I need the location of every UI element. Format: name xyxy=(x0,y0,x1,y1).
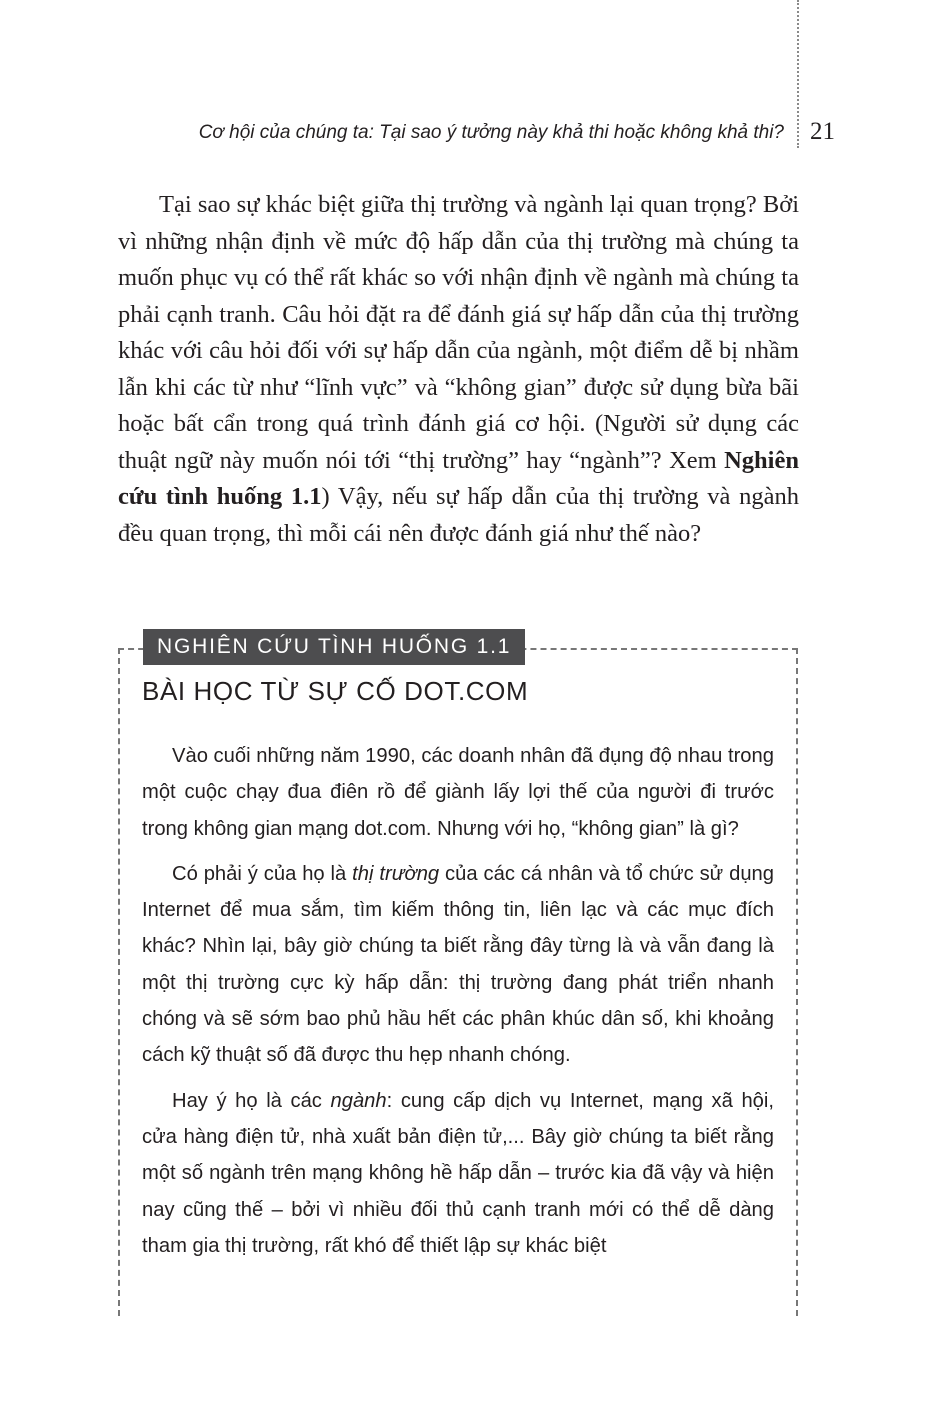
case-paragraph-3 xyxy=(142,1083,774,1264)
body-text-part1: Tại sao sự khác biệt giữa thị trường và ngành lại quan trọng? Bởi vì những nhận định về mức độ hấp dẫn của thị trường mà chúng ta muốn phục vụ có thể rất khác so với nhận định về ngành mà chúng ta phải cạnh tranh. Câu hỏi đặt ra để đánh giá sự hấp dẫn của thị trường khác với câu hỏi đối với sự hấp dẫn của ngành, một điểm dễ bị nhầm lẫn khi các từ như “lĩnh vực” và “không gian” được sử dụng bừa bãi hoặc bất cẩn trong quá trình đánh giá cơ hội. (Người sử dụng các thuật ngữ này muốn nói tới “thị trường” hay “ngành”? Xem xyxy=(118,191,799,474)
running-header-title: Cơ hội của chúng ta: Tại sao ý tưởng này khả thi hoặc không khả thi? xyxy=(198,122,784,143)
case-p2-part2: của các cá nhân và tổ chức sử dụng Internet để mua sắm, tìm kiếm thông tin, liên lạc và các mục đích khác? Nhìn lại, bây giờ chúng ta biết rằng đây từng là và vẫn đang là một thị trường cực kỳ hấp dẫn: thị trường đang phát triển nhanh chóng và sẽ sớm bao phủ hầu hết các phân khúc dân số, khi khoảng cách kỹ thuật số đã được thu hẹp nhanh chóng. xyxy=(142,862,774,1067)
case-study-reference: Nghiên cứu tình huống 1.1 xyxy=(118,446,799,510)
case-p2-emphasis: thị trường xyxy=(352,862,440,885)
page-number: 21 xyxy=(810,118,835,145)
header-dotted-rule xyxy=(797,0,799,148)
body-text-part2: ) Vậy, nếu sự hấp dẫn của thị trường và ngành đều quan trọng, thì mỗi cái nên được đánh giá như thế nào? xyxy=(118,483,799,547)
case-p2-part1: Có phải ý của họ là xyxy=(172,862,353,885)
case-paragraph-1: Vào cuối những năm 1990, các doanh nhân đã đụng độ nhau trong một cuộc chạy đua điên rồ để giành lấy lợi thế của người đi trước trong không gian mạng dot.com. Nhưng với họ, “không gian” là gì? xyxy=(142,745,774,840)
case-paragraph-2 xyxy=(142,856,774,1074)
case-p3-emphasis: ngành xyxy=(330,1089,387,1112)
case-p3-part2: : cung cấp dịch vụ Internet, mạng xã hội, cửa hàng điện tử, nhà xuất bản điện tử,... Bây giờ chúng ta biết rằng một số ngành trên mạng không hề hấp dẫn – trước kia đã vậy và hiện nay cũng thế – bởi vì nhiều đối thủ cạnh tranh mới có thể dễ dàng tham gia thị trường, rất khó để thiết lập sự khác biệt xyxy=(142,1089,774,1257)
case-study-title: BÀI HỌC TỪ SỰ CỐ DOT.COM xyxy=(142,676,529,706)
case-study-tag: NGHIÊN CỨU TÌNH HUỐNG 1.1 xyxy=(143,629,525,665)
case-study-body xyxy=(142,738,774,1273)
case-p3-part1: Hay ý họ là các xyxy=(172,1089,331,1112)
body-paragraph xyxy=(118,187,799,552)
